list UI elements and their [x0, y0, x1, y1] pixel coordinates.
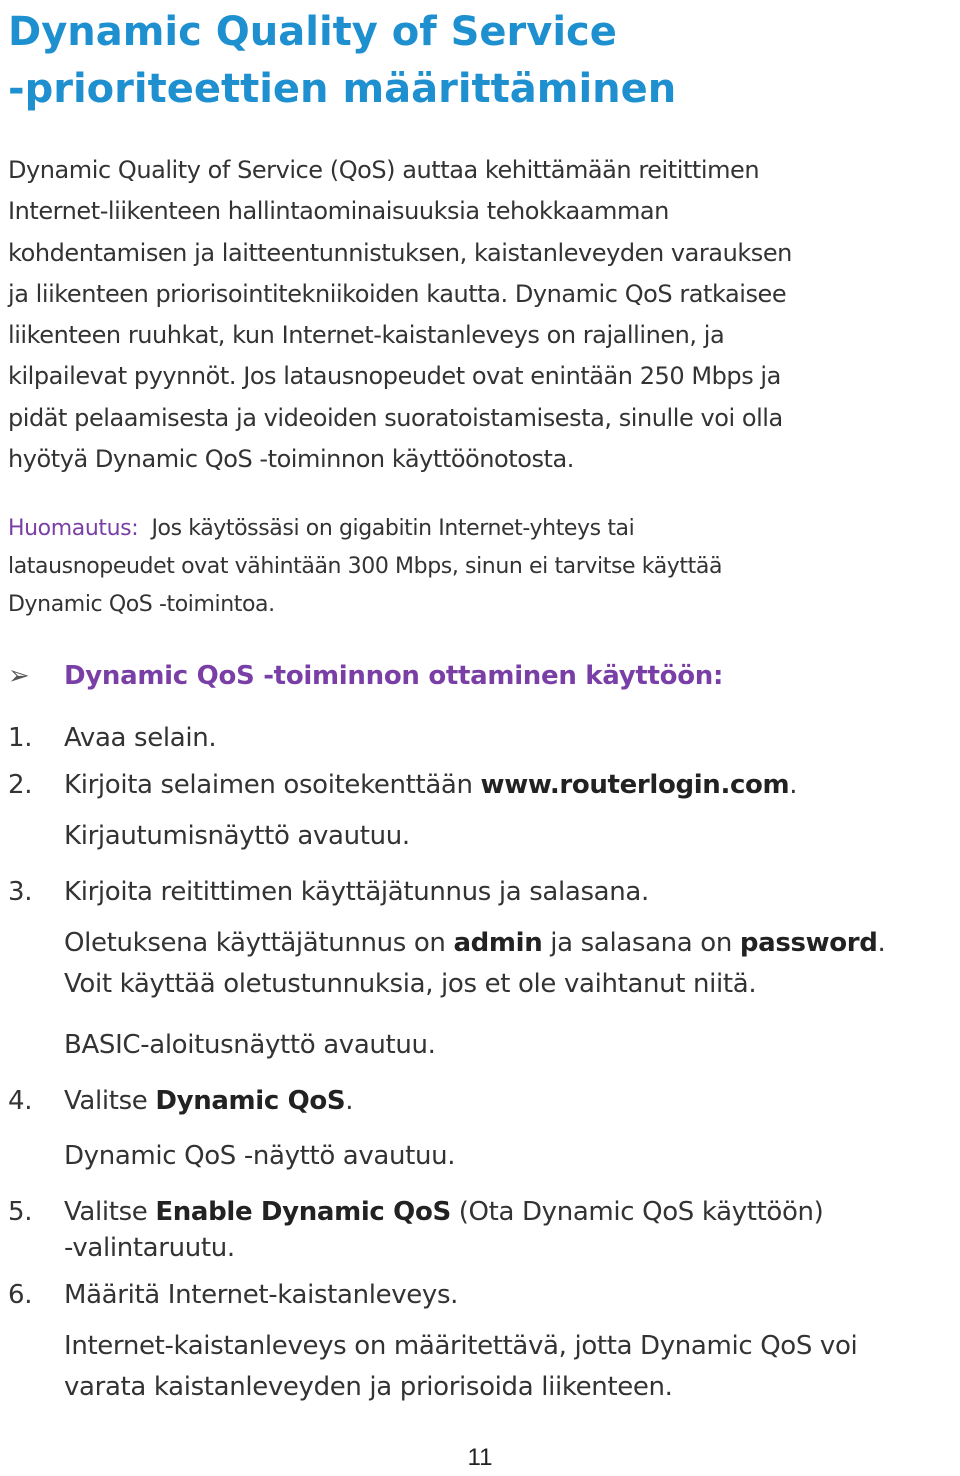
page-number: 11 [467, 1444, 493, 1471]
note-line [8, 510, 953, 548]
default-username: admin [453, 928, 543, 958]
step-text-part: (Ota Dynamic QoS käyttöön) [450, 1197, 824, 1227]
procedure-title: Dynamic QoS -toiminnon ottaminen käyttöön: [64, 661, 724, 691]
step-detail: Internet-kaistanleveys on määritettävä, jotta Dynamic QoS voi [64, 1331, 858, 1361]
page-title [8, 4, 676, 118]
note-label: Huomautus: [8, 516, 139, 541]
intro-line: hyötyä Dynamic QoS -toiminnon käyttöönotosta. [8, 445, 574, 474]
step-number: 6. [8, 1280, 33, 1310]
step-detail: varata kaistanleveyden ja priorisoida liikenteen. [64, 1372, 673, 1402]
step-text-continued: -valintaruutu. [64, 1233, 235, 1263]
step-number: 1. [8, 723, 33, 753]
step-number: 5. [8, 1197, 33, 1227]
step-text-part: Valitse [64, 1197, 156, 1227]
intro-line: ja liikenteen priorisointitekniikoiden kautta. Dynamic QoS ratkaisee [8, 279, 787, 308]
step-number: 3. [8, 877, 33, 907]
intro-line: Internet-liikenteen hallintaominaisuuksia tehokkaamman [8, 197, 669, 226]
step-text: Avaa selain. [64, 723, 217, 753]
note-line: latausnopeudet ovat vähintään 300 Mbps, sinun ei tarvitse käyttää [8, 554, 723, 579]
step-number: 2. [8, 770, 33, 800]
intro-line: kilpailevat pyynnöt. Jos latausnopeudet ovat enintään 250 Mbps ja [8, 362, 781, 391]
step-text-part: . [345, 1086, 354, 1116]
step-text-part: . [877, 928, 886, 958]
step-text: Kirjoita reitittimen käyttäjätunnus ja salasana. [64, 877, 649, 907]
intro-line: pidät pelaamisesta ja videoiden suoratoistamisesta, sinulle voi olla [8, 403, 783, 432]
step-detail [64, 925, 885, 961]
step-text: Määritä Internet-kaistanleveys. [64, 1280, 459, 1310]
note-line: Dynamic QoS -toimintoa. [8, 592, 275, 617]
step-result: BASIC-aloitusnäyttö avautuu. [64, 1030, 436, 1060]
arrow-bullet-icon: ➢ [8, 661, 30, 691]
note-text: Jos käytössäsi on gigabitin Internet-yhteys tai [151, 516, 635, 541]
intro-line: liikenteen ruuhkat, kun Internet-kaistanleveys on rajallinen, ja [8, 321, 725, 350]
title-line-1: Dynamic Quality of Service [8, 9, 617, 55]
step-result: Dynamic QoS -näyttö avautuu. [64, 1141, 456, 1171]
default-password: password [739, 928, 878, 958]
step-text-part: . [789, 770, 798, 800]
step-text [64, 1194, 823, 1230]
procedure-heading [8, 656, 723, 696]
step-detail: Voit käyttää oletustunnuksia, jos et ole vaihtanut niitä. [64, 969, 757, 999]
intro-line: kohdentamisen ja laitteentunnistuksen, kaistanleveyden varauksen [8, 238, 792, 267]
menu-option: Dynamic QoS [155, 1086, 346, 1116]
intro-paragraph [8, 150, 953, 480]
step-text [64, 1083, 353, 1119]
step-result: Kirjautumisnäyttö avautuu. [64, 821, 410, 851]
title-line-2: -prioriteettien määrittäminen [8, 66, 677, 112]
intro-line: Dynamic Quality of Service (QoS) auttaa kehittämään reitittimen [8, 156, 760, 184]
step-text [64, 767, 797, 803]
note-block [8, 510, 953, 624]
step-text-part: Oletuksena käyttäjätunnus on [64, 928, 454, 958]
step-text-part: Kirjoita selaimen osoitekenttään [64, 770, 481, 800]
checkbox-option: Enable Dynamic QoS [155, 1197, 451, 1227]
step-text-part: ja salasana on [542, 928, 740, 958]
router-url: www.routerlogin.com [480, 770, 790, 800]
step-number: 4. [8, 1086, 33, 1116]
step-text-part: Valitse [64, 1086, 156, 1116]
